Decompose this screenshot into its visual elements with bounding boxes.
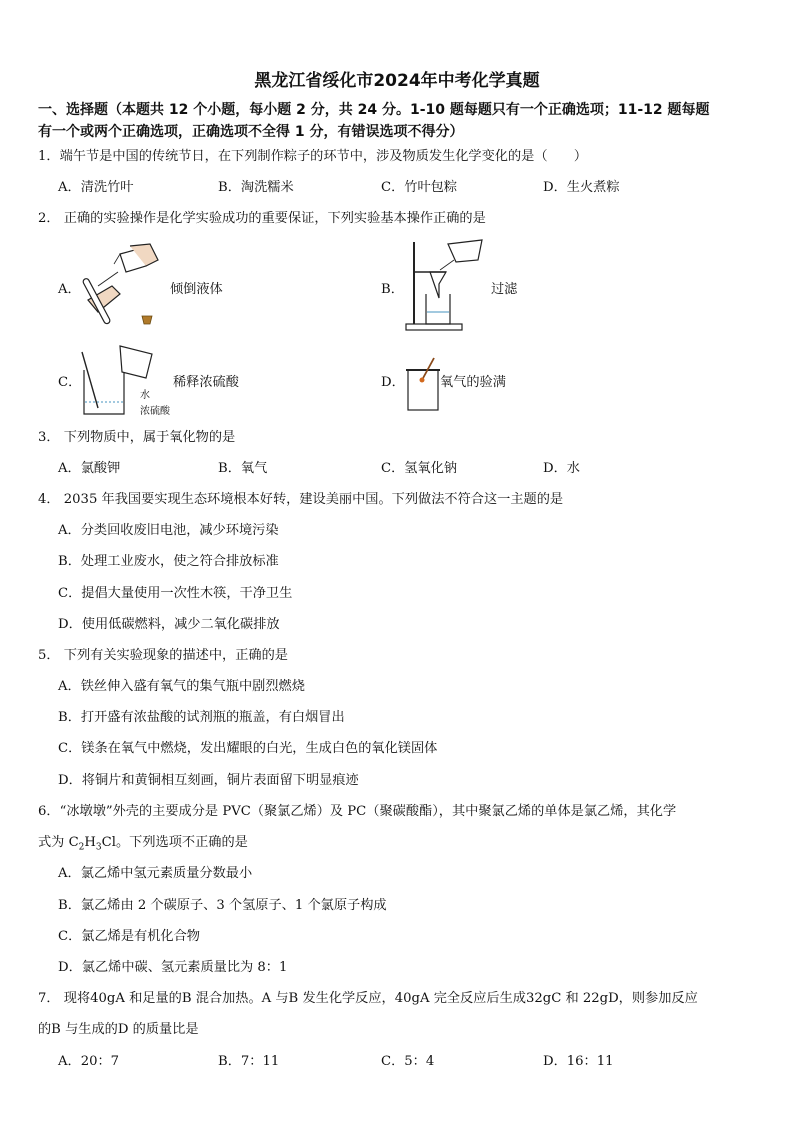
concentrated-acid-label: 浓硫酸 bbox=[140, 406, 170, 417]
question-4-option-d: D．使用低碳燃料，减少二氧化碳排放 bbox=[58, 617, 280, 632]
question-6-option-a: A．氯乙烯中氢元素质量分数最小 bbox=[58, 866, 253, 881]
question-5-option-d: D．将铜片和黄铜相互刻画，铜片表面留下明显痕迹 bbox=[58, 773, 359, 788]
formula-prefix: 式为 C bbox=[38, 835, 79, 850]
formula-suffix: Cl。下列选项不正确的是 bbox=[101, 835, 248, 850]
question-2-option-c-letter: C． bbox=[58, 375, 82, 390]
question-2-option-b-letter: B． bbox=[381, 282, 404, 297]
question-1-stem: 1．端午节是中国的传统节日，在下列制作粽子的环节中，涉及物质发生化学变化的是（ ） bbox=[38, 149, 588, 164]
section-heading-line1: 一、选择题（本题共 12 个小题，每小题 2 分，共 24 分。1-10 题每题只有一个正确选项；11-12 题每题 bbox=[38, 102, 710, 118]
question-4-option-c: C．提倡大量使用一次性木筷，干净卫生 bbox=[58, 586, 293, 601]
section-heading-line2: 有一个或两个正确选项，正确选项不全得 1 分，有错误选项不得分） bbox=[38, 124, 464, 140]
question-3-stem: 3． 下列物质中，属于氧化物的是 bbox=[38, 430, 236, 445]
water-label: 水 bbox=[140, 390, 150, 401]
question-3-option-b: B．氧气 bbox=[218, 461, 268, 476]
question-3-option-a: A．氯酸钾 bbox=[58, 461, 121, 476]
question-4-stem: 4． 2035 年我国要实现生态环境根本好转，建设美丽中国。下列做法不符合这一主题的是 bbox=[38, 492, 564, 507]
filtration-figure bbox=[400, 238, 490, 334]
question-4-option-b: B．处理工业废水，使之符合排放标准 bbox=[58, 554, 279, 569]
question-5-option-b: B．打开盛有浓盐酸的试剂瓶的瓶盖，有白烟冒出 bbox=[58, 710, 345, 725]
formula-subscript-c: 2 bbox=[78, 842, 85, 853]
question-7-stem-line1: 7． 现将40gA 和足量的B 混合加热。A 与B 发生化学反应，40gA 完全反应后生成32gC 和 22gD，则参加反应 bbox=[38, 991, 698, 1006]
pouring-liquid-figure bbox=[80, 242, 170, 332]
question-1-option-d: D．生火煮粽 bbox=[543, 180, 620, 195]
question-1-option-b: B．淘洗糯米 bbox=[218, 180, 294, 195]
question-7-option-b: B．7：11 bbox=[218, 1054, 280, 1069]
question-1-option-c: C．竹叶包粽 bbox=[381, 180, 458, 195]
question-6-stem-line2 bbox=[38, 833, 766, 858]
question-2-option-a-text: 倾倒液体 bbox=[170, 282, 223, 297]
question-7-option-c: C．5：4 bbox=[381, 1054, 435, 1069]
question-7-option-d: D．16：11 bbox=[543, 1054, 614, 1069]
question-7-option-a: A．20：7 bbox=[58, 1054, 120, 1069]
question-2-option-d-text: 氧气的验满 bbox=[440, 375, 506, 390]
question-1-option-a: A．清洗竹叶 bbox=[58, 180, 134, 195]
question-2-option-c-text: 稀释浓硫酸 bbox=[173, 375, 239, 390]
question-2-option-b-text: 过滤 bbox=[491, 282, 518, 297]
question-6-option-d: D．氯乙烯中碳、氢元素质量比为 8：1 bbox=[58, 960, 288, 975]
question-3-option-d: D．水 bbox=[543, 461, 580, 476]
question-5-option-c: C．镁条在氧气中燃烧，发出耀眼的白光，生成白色的氧化镁固体 bbox=[58, 741, 438, 756]
question-6-option-c: C．氯乙烯是有机化合物 bbox=[58, 929, 200, 944]
formula-h: H bbox=[84, 835, 96, 850]
question-3-option-c: C．氢氧化钠 bbox=[381, 461, 458, 476]
question-2-option-d-letter: D． bbox=[381, 375, 405, 390]
page-title: 黑龙江省绥化市2024年中考化学真题 bbox=[254, 71, 540, 91]
question-4-option-a: A．分类回收废旧电池，减少环境污染 bbox=[58, 523, 279, 538]
question-2-stem: 2． 正确的实验操作是化学实验成功的重要保证，下列实验基本操作正确的是 bbox=[38, 211, 486, 226]
formula-subscript-h: 3 bbox=[95, 842, 102, 853]
question-5-stem: 5． 下列有关实验现象的描述中，正确的是 bbox=[38, 648, 288, 663]
question-5-option-a: A．铁丝伸入盛有氧气的集气瓶中剧烈燃烧 bbox=[58, 679, 305, 694]
question-2-option-a-letter: A． bbox=[58, 282, 81, 297]
oxygen-test-figure bbox=[404, 356, 444, 412]
question-7-stem-line2: 的B 与生成的D 的质量比是 bbox=[38, 1022, 199, 1037]
question-6-stem-line1: 6．“冰墩墩”外壳的主要成分是 PVC（聚氯乙烯）及 PC（聚碳酸酯），其中聚氯乙烯的单体是氯乙烯，其化学 bbox=[38, 804, 677, 819]
question-6-option-b: B．氯乙烯由 2 个碳原子、3 个氢原子、1 个氯原子构成 bbox=[58, 898, 387, 913]
